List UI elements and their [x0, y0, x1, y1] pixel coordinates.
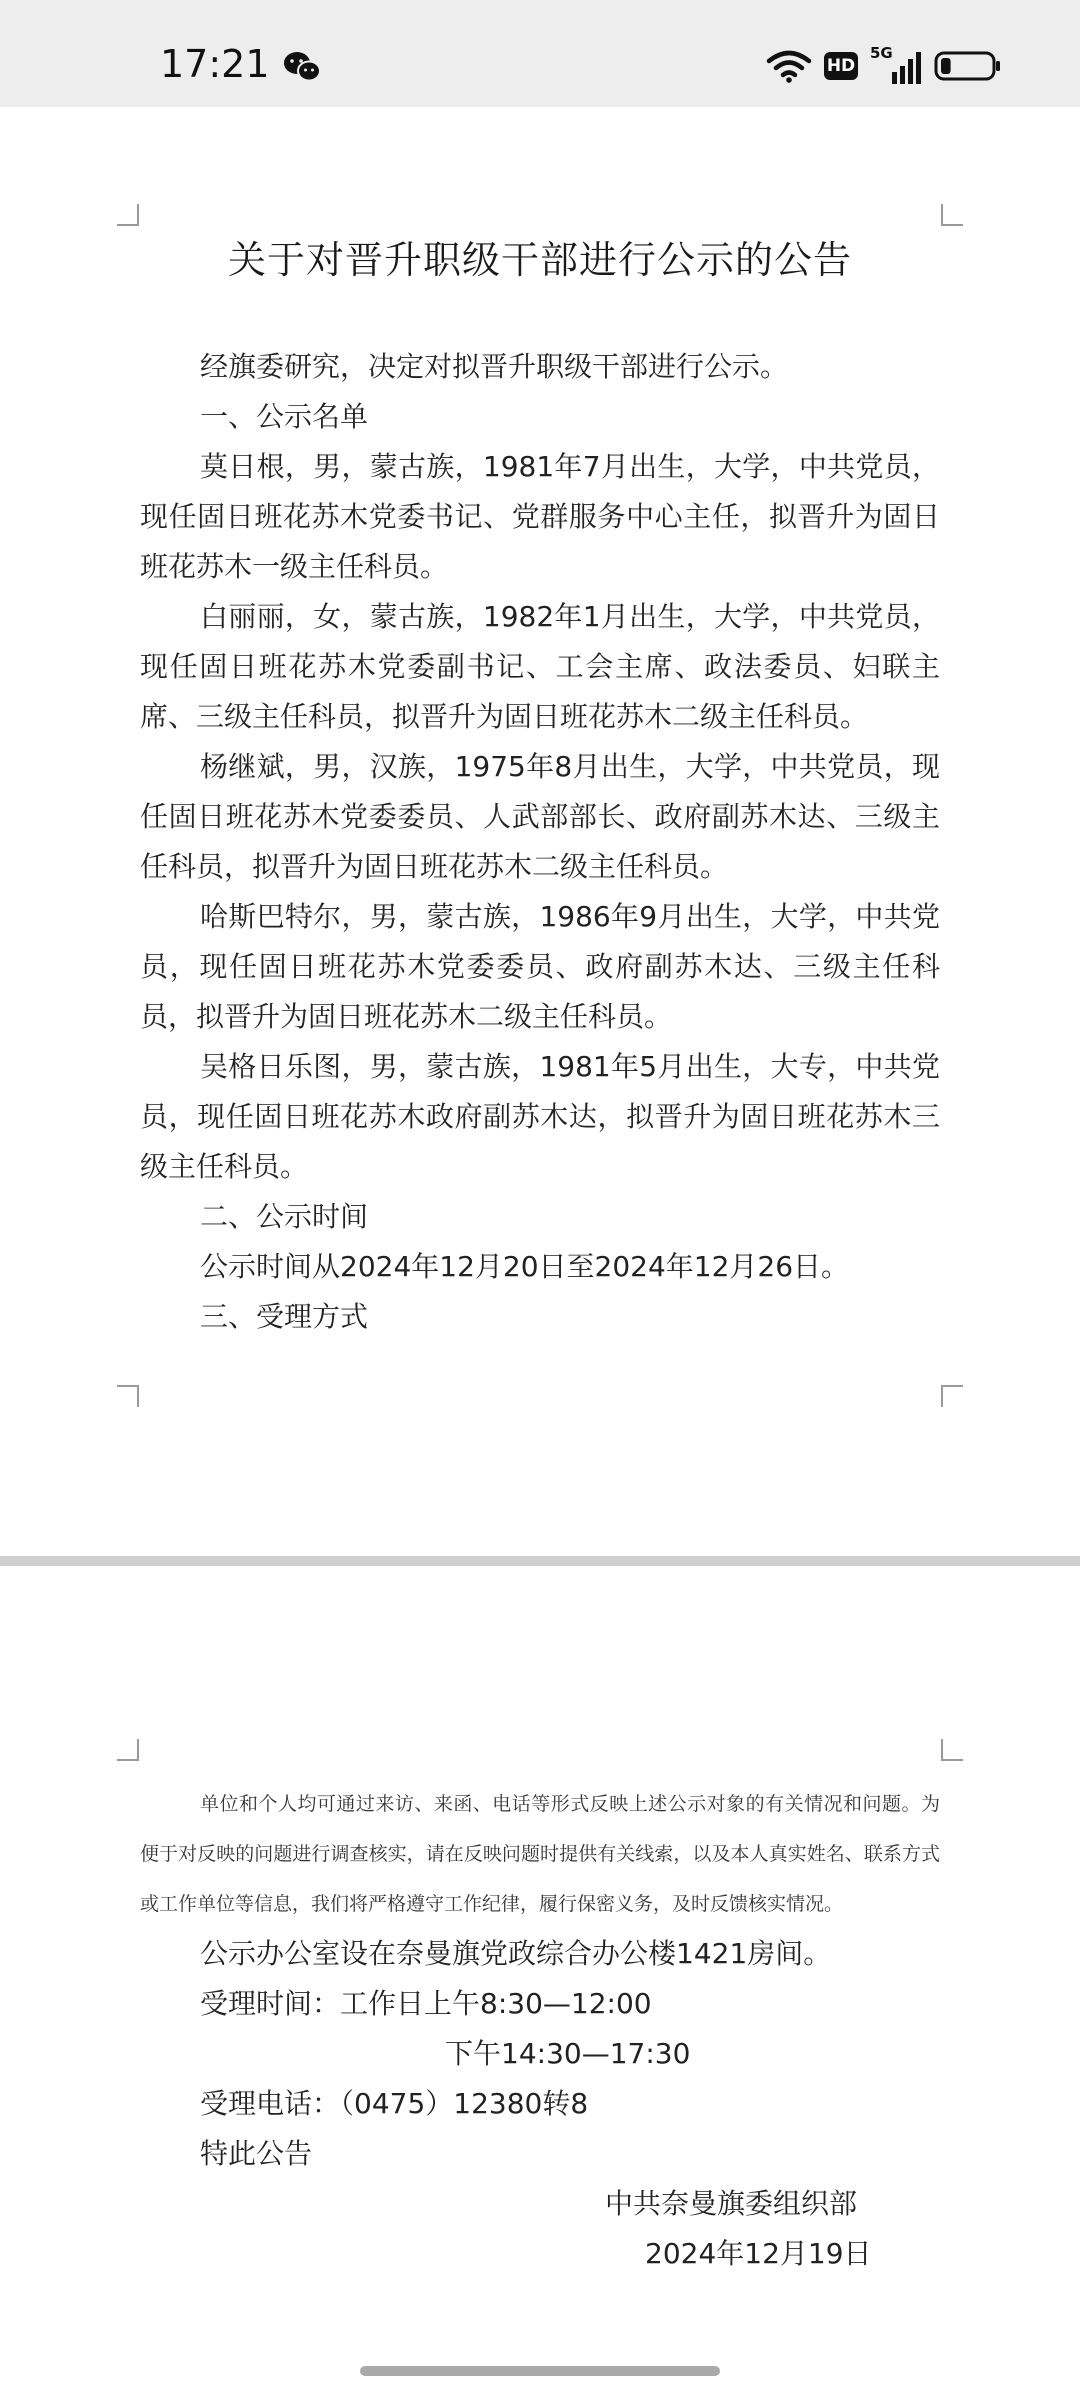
- crop-mark: [117, 204, 139, 226]
- section-heading: 一、公示名单: [200, 400, 369, 433]
- network-type-label: 5G: [870, 44, 893, 62]
- phone-paragraph: 受理电话：（0475）12380转8: [200, 2087, 589, 2120]
- document-page-1: [0, 107, 1080, 1556]
- issue-date: 2024年12月19日: [645, 2237, 872, 2270]
- closing-paragraph: 特此公告: [200, 2137, 313, 2170]
- issuer: 中共奈曼旗委组织部: [605, 2187, 858, 2220]
- status-bar: [0, 0, 1080, 107]
- signal-icon: [870, 48, 922, 84]
- wechat-icon: [282, 50, 322, 84]
- status-time: 17:21: [160, 42, 270, 86]
- crop-mark: [941, 1739, 963, 1761]
- period-paragraph: 公示时间从2024年12月20日至2024年12月26日。: [200, 1250, 850, 1283]
- crop-mark: [117, 1739, 139, 1761]
- contact-note: 单位和个人均可通过来访、来函、电话等形式反映上述公示对象的有关情况和问题。为便于对反映的问题进行调查核实，请在反映问题时提供有关线索，以及本人真实姓名、联系方式或工作单位等信息，我们将严格遵守工作纪律，履行保密义务，及时反馈核实情况。: [140, 1793, 940, 1915]
- document-title: 关于对晋升职级干部进行公示的公告: [227, 238, 852, 282]
- document-page-2: [0, 1566, 1080, 2400]
- section-heading: 二、公示时间: [200, 1200, 369, 1233]
- hours-pm: 下午14:30—17:30: [445, 2037, 691, 2070]
- crop-mark: [941, 204, 963, 226]
- battery-icon: [934, 49, 1002, 83]
- candidate-paragraph: 哈斯巴特尔，男，蒙古族，1986年9月出生，大学，中共党员，现任固日班花苏木党委委员、政府副苏木达、三级主任科员，拟晋升为固日班花苏木二级主任科员。: [140, 900, 940, 1033]
- candidate-paragraph: 杨继斌，男，汉族，1975年8月出生，大学，中共党员，现任固日班花苏木党委委员、人武部部长、政府副苏木达、三级主任科员，拟晋升为固日班花苏木二级主任科员。: [140, 750, 940, 883]
- office-paragraph: 公示办公室设在奈曼旗党政综合办公楼1421房间。: [200, 1937, 832, 1970]
- candidate-paragraph: 莫日根，男，蒙古族，1981年7月出生，大学，中共党员，现任固日班花苏木党委书记、党群服务中心主任，拟晋升为固日班花苏木一级主任科员。: [140, 450, 940, 583]
- section-heading: 三、受理方式: [200, 1300, 369, 1333]
- home-indicator[interactable]: [360, 2366, 720, 2376]
- candidate-paragraph: 白丽丽，女，蒙古族，1982年1月出生，大学，中共党员，现任固日班花苏木党委副书记、工会主席、政法委员、妇联主席、三级主任科员，拟晋升为固日班花苏木二级主任科员。: [140, 600, 940, 733]
- document-body: [140, 1779, 940, 2279]
- candidate-paragraph: 吴格日乐图，男，蒙古族，1981年5月出生，大专，中共党员，现任固日班花苏木政府副苏木达，拟晋升为固日班花苏木三级主任科员。: [140, 1050, 940, 1183]
- signal-indicator: [870, 44, 922, 84]
- document-body: [140, 342, 940, 1342]
- page-divider: [0, 1556, 1080, 1566]
- intro-paragraph: 经旗委研究，决定对拟晋升职级干部进行公示。: [200, 350, 789, 383]
- battery-level-fill: [941, 58, 951, 74]
- hd-badge: HD: [824, 52, 858, 80]
- crop-mark: [941, 1385, 963, 1407]
- wifi-icon: [766, 48, 812, 84]
- hours-am: 受理时间：工作日上午8:30—12:00: [200, 1987, 652, 2020]
- crop-mark: [117, 1385, 139, 1407]
- status-icons: [766, 46, 1002, 86]
